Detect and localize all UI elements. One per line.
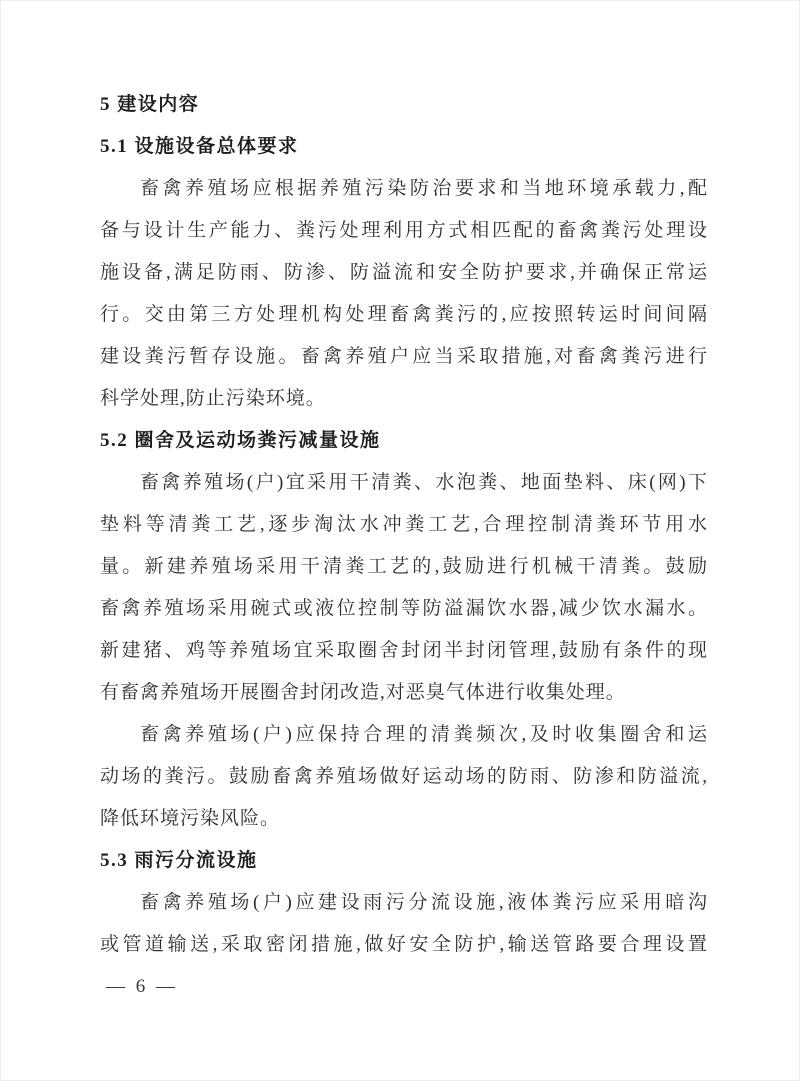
paragraph-line: 有畜禽养殖场开展圈舍封闭改造,对恶臭气体进行收集处理。 xyxy=(100,682,626,703)
section-heading-5-2: 5.2 圈舍及运动场粪污减量设施 xyxy=(100,430,381,451)
paragraph-line: 畜禽养殖场(户)宜采用干清粪、水泡粪、地面垫料、床(网)下 xyxy=(140,472,708,493)
paragraph-3 xyxy=(100,714,708,840)
paragraph-4 xyxy=(100,882,708,966)
paragraph-line: 科学处理,防止污染环境。 xyxy=(100,388,326,409)
section-heading-5-1: 5.1 设施设备总体要求 xyxy=(100,136,299,157)
paragraph-line: 畜禽养殖场应根据养殖污染防治要求和当地环境承载力,配 xyxy=(140,178,708,199)
section-heading-5: 5 建设内容 xyxy=(100,94,200,115)
paragraph-line: 或管道输送,采取密闭措施,做好安全防护,输送管路要合理设置 xyxy=(100,934,708,955)
paragraph-line: 畜禽养殖场(户)应保持合理的清粪频次,及时收集圈舍和运 xyxy=(140,724,708,745)
paragraph-line: 新建猪、鸡等养殖场宜采取圈舍封闭半封闭管理,鼓励有条件的现 xyxy=(100,640,708,661)
page-number: — 6 — xyxy=(106,976,178,997)
paragraph-line: 建设粪污暂存设施。畜禽养殖户应当采取措施,对畜禽粪污进行 xyxy=(100,346,708,367)
section-heading-5-3: 5.3 雨污分流设施 xyxy=(100,850,258,871)
paragraph-line: 垫料等清粪工艺,逐步淘汰水冲粪工艺,合理控制清粪环节用水 xyxy=(100,514,708,535)
paragraph-1 xyxy=(100,168,708,420)
paragraph-line: 行。交由第三方处理机构处理畜禽粪污的,应按照转运时间间隔 xyxy=(100,304,708,325)
paragraph-line: 降低环境污染风险。 xyxy=(100,808,281,829)
paragraph-line: 畜禽养殖场(户)应建设雨污分流设施,液体粪污应采用暗沟 xyxy=(140,892,708,913)
paragraph-2 xyxy=(100,462,708,714)
paragraph-line: 畜禽养殖场采用碗式或液位控制等防溢漏饮水器,减少饮水漏水。 xyxy=(100,598,708,619)
page-content xyxy=(100,84,708,966)
paragraph-line: 动场的粪污。鼓励畜禽养殖场做好运动场的防雨、防渗和防溢流, xyxy=(100,766,708,787)
paragraph-line: 备与设计生产能力、粪污处理利用方式相匹配的畜禽粪污处理设 xyxy=(100,220,708,241)
paragraph-line: 量。新建养殖场采用干清粪工艺的,鼓励进行机械干清粪。鼓励 xyxy=(100,556,708,577)
paragraph-line: 施设备,满足防雨、防渗、防溢流和安全防护要求,并确保正常运 xyxy=(100,262,708,283)
